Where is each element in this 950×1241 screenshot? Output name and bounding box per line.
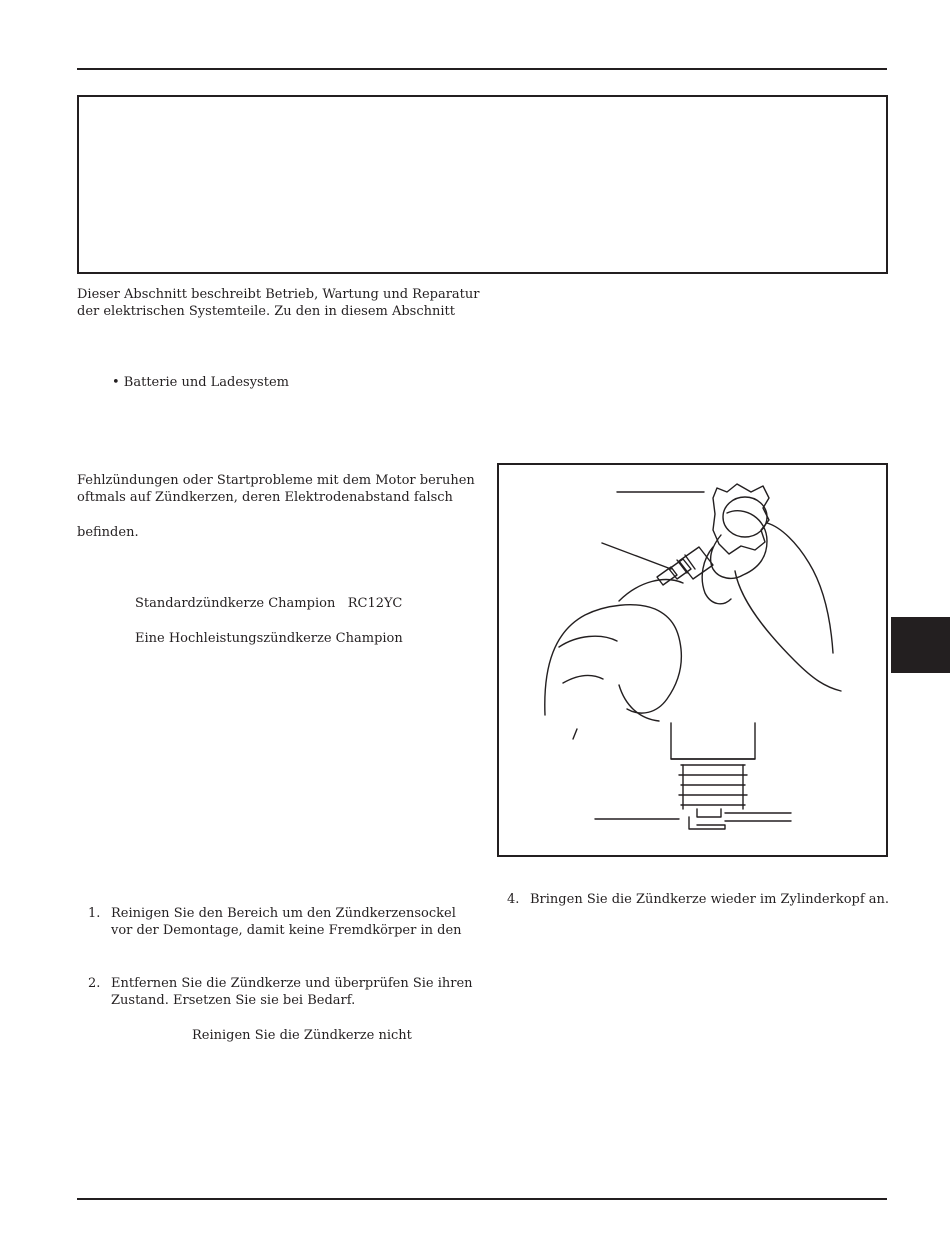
intro-line-1: Dieser Abschnitt beschreibt Betrieb, Wartung und Reparatur [77,287,480,302]
intro-line-2: der elektrischen Systemteile. Zu den in diesem Abschnitt [77,304,455,319]
step-2-number: 2. [88,976,101,991]
step-1-line-2: vor der Demontage, damit keine Fremdkörper in den [111,923,462,938]
step-2-line-1: Entfernen Sie die Zündkerze und überprüfen Sie ihren [111,976,473,991]
spark-line-2: oftmals auf Zündkerzen, deren Elektrodenabstand falsch [77,490,453,505]
step-2-line-2: Zustand. Ersetzen Sie sie bei Bedarf. [111,993,356,1008]
section-tab [891,617,950,673]
step-4-number: 4. [507,892,520,907]
plug-thread [679,765,747,805]
ground-electrode [689,809,725,829]
gap-gauge [713,484,769,554]
step-1-line-1: Reinigen Sie den Bereich um den Zündkerzensockel [111,906,456,921]
plug-insulator [671,723,755,759]
warning-box [77,95,888,274]
bottom-rule [77,1198,887,1200]
top-rule [77,68,887,70]
standard-plug: Standardzündkerze Champion RC12YC [135,596,403,611]
bullet-battery: • Batterie und Ladesystem [112,375,289,390]
step-1-number: 1. [88,906,101,921]
spark-plug-illustration [499,465,886,855]
step-4-text: Bringen Sie die Zündkerze wieder im Zylinderkopf an. [530,892,890,907]
spark-plug-figure [497,463,888,857]
leader-line-plug [602,543,671,569]
note-text: Reinigen Sie die Zündkerze nicht [192,1028,412,1043]
performance-plug: Eine Hochleistungszündkerze Champion [135,631,403,646]
spark-line-3: befinden. [77,525,139,540]
spark-line-1: Fehlzündungen oder Startprobleme mit dem Motor beruhen [77,473,475,488]
right-hand [702,511,841,691]
left-hand [545,580,683,715]
